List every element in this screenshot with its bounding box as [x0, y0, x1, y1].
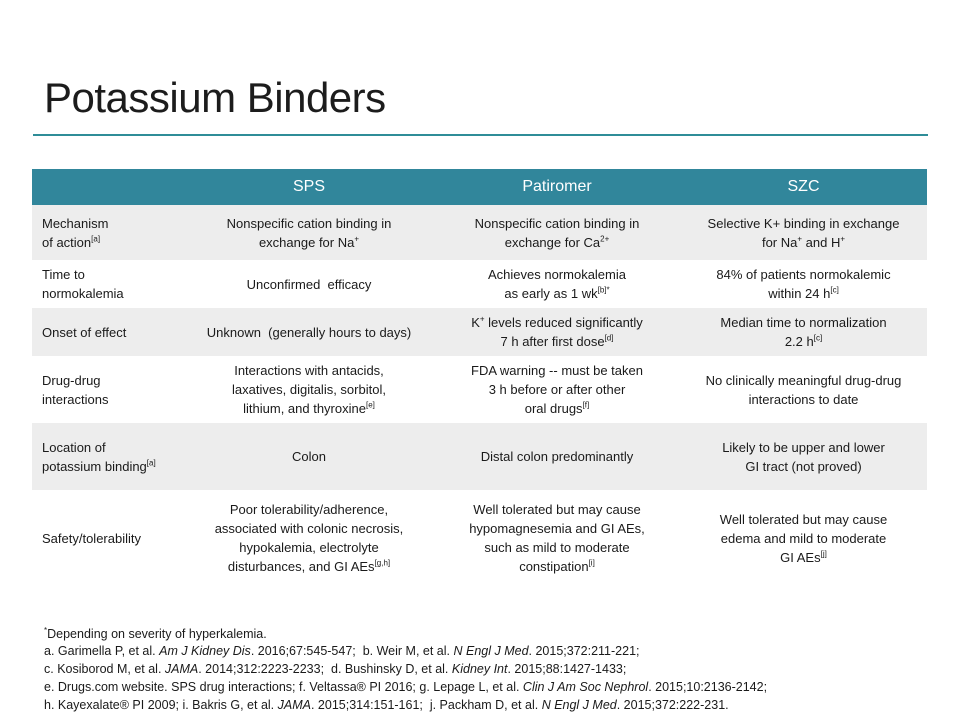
table-row	[32, 423, 927, 490]
header-sps: SPS	[184, 169, 434, 205]
table-row	[32, 308, 927, 356]
slide-title: Potassium Binders	[44, 74, 386, 121]
cell-sps-onset: Unknown (generally hours to days)	[184, 308, 434, 356]
cell-patiromer-onset: K+ levels reduced significantly 7 h after first dose[d]	[434, 308, 680, 356]
table-row	[32, 205, 927, 260]
reference-line: c. Kosiborod M, et al. JAMA. 2014;312:2223-2233; d. Bushinsky D, et al. Kidney Int. 2015;88:1427-1433;	[44, 662, 627, 676]
cell-szc-time: 84% of patients normokalemic within 24 h[c]	[716, 267, 891, 301]
reference-line: a. Garimella P, et al. Am J Kidney Dis. 2016;67:545-547; b. Weir M, et al. N Engl J Med. 2015;372:211-221;	[44, 644, 640, 658]
table-header-row	[32, 169, 927, 205]
cell-szc-location: Likely to be upper and lower GI tract (not proved)	[680, 423, 927, 490]
footnote-star: *Depending on severity of hyperkalemia.	[44, 625, 267, 641]
cell-patiromer-interactions: FDA warning -- must be taken 3 h before or after other oral drugs[f]	[471, 363, 643, 416]
cell-patiromer-safety: Well tolerated but may cause hypomagnesemia and GI AEs, such as mild to moderate constipation[i]	[469, 502, 645, 574]
row-label-onset: Onset of effect	[32, 308, 184, 356]
row-label-interactions: Drug-drug interactions	[42, 372, 109, 407]
row-label-mechanism: Mechanism of action[a]	[32, 205, 184, 260]
cell-sps-time: Unconfirmed efficacy	[246, 276, 372, 292]
cell-szc-safety: Well tolerated but may cause edema and mild to moderate GI AEs[j]	[719, 511, 888, 565]
reference-line: e. Drugs.com website. SPS drug interactions; f. Veltassa® PI 2016; g. Lepage L, et al. Clin J Am Soc Nephrol. 2015;10:2136-2142;	[44, 680, 768, 694]
footnotes	[44, 627, 767, 714]
title-divider	[33, 134, 928, 136]
reference-line: h. Kayexalate® PI 2009; i. Bakris G, et al. JAMA. 2015;314:151-161; j. Packham D, et al. N Engl J Med. 2015;372:222-231.	[44, 698, 729, 712]
row-label-safety: Safety/tolerability	[42, 530, 141, 546]
cell-sps-interactions: Interactions with antacids, laxatives, digitalis, sorbitol, lithium, and thyroxine[e]	[232, 363, 386, 416]
cell-sps-safety: Poor tolerability/adherence, associated with colonic necrosis, hypokalemia, electrolyte disturbances, and GI AEs[g,h]	[214, 502, 404, 574]
cell-patiromer-location: Distal colon predominantly	[434, 423, 680, 490]
cell-sps-location: Colon	[184, 423, 434, 490]
row-label-time: Time to normokalemia	[42, 267, 124, 301]
header-patiromer: Patiromer	[434, 169, 680, 205]
cell-szc-onset: Median time to normalization 2.2 h[c]	[680, 308, 927, 356]
cell-sps-mechanism: Nonspecific cation binding in exchange for Na+	[184, 205, 434, 260]
row-label-location: Location of potassium binding[a]	[32, 423, 184, 490]
cell-szc-mechanism: Selective K+ binding in exchange for Na+ and H+	[680, 205, 927, 260]
table-row	[32, 260, 927, 308]
cell-patiromer-mechanism: Nonspecific cation binding in exchange for $Ca^{2+}$	[434, 205, 680, 260]
table-row	[32, 356, 927, 423]
cell-patiromer-time: Achieves normokalemia as early as 1 $wk^{[b]*}$	[487, 267, 626, 301]
header-empty	[32, 169, 184, 205]
table-row	[32, 490, 927, 586]
comparison-table	[32, 169, 927, 586]
header-szc: SZC	[680, 169, 927, 205]
cell-szc-interactions: No clinically meaningful drug-drug interactions to date	[705, 372, 902, 407]
